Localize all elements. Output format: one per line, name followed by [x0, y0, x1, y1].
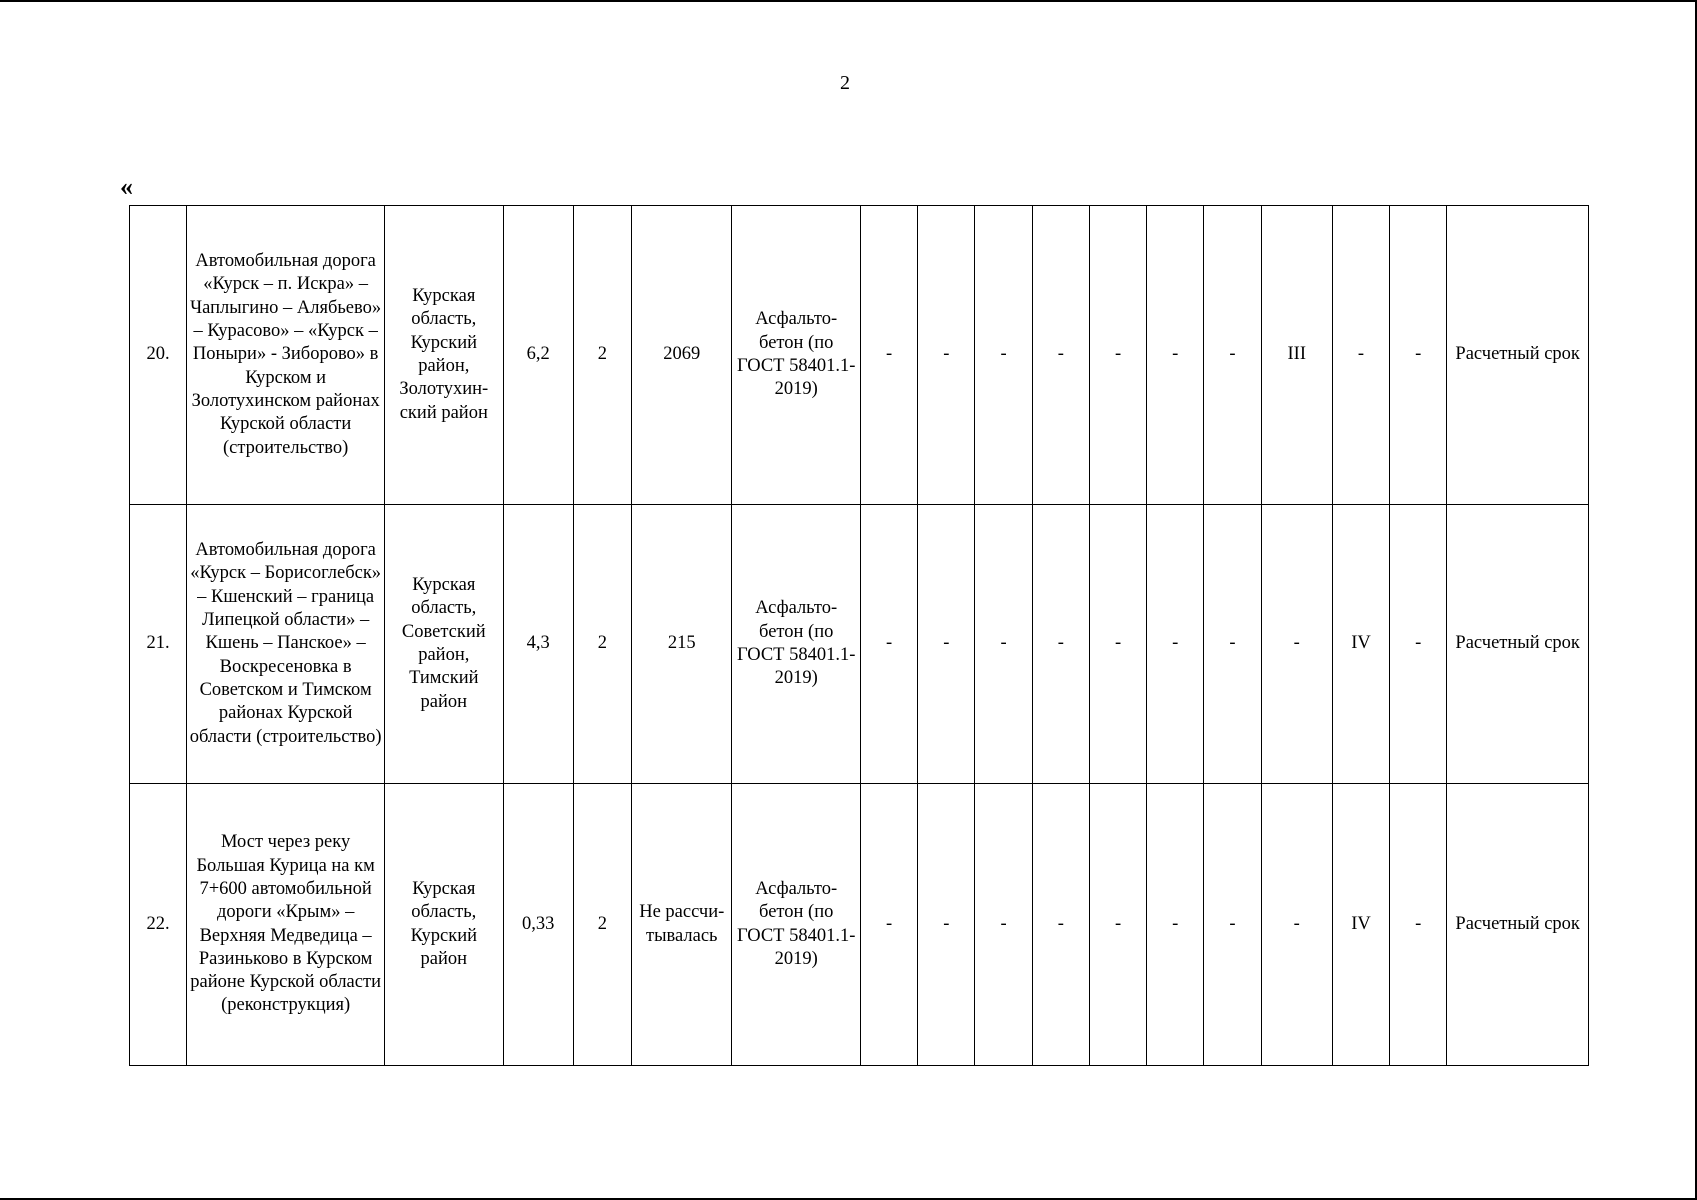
category-cell: -: [1204, 784, 1261, 1066]
category-cell: III: [1261, 206, 1332, 505]
category-cell: -: [860, 206, 917, 505]
category-cell: -: [1390, 206, 1447, 505]
category-cell: -: [1332, 206, 1389, 505]
category-cell: -: [975, 784, 1032, 1066]
page-number: 2: [840, 72, 850, 94]
traffic-intensity: Не рассчи-тывалась: [632, 784, 732, 1066]
implementation-term: Расчетный срок: [1447, 784, 1589, 1066]
object-location: Курская область, Советский район, Тимский район: [385, 505, 503, 784]
traffic-intensity: 215: [632, 505, 732, 784]
category-cell: -: [918, 505, 975, 784]
category-cell: -: [1032, 784, 1089, 1066]
table-row: [130, 206, 1589, 505]
category-cell: -: [1089, 784, 1146, 1066]
lane-count: 2: [573, 505, 631, 784]
category-cell: -: [918, 206, 975, 505]
object-name: Автомобильная дорога «Курск – Борисоглебск» – Кшенский – граница Липецкой области» – Кшень – Панское» – Воскресеновка в Советском и Тимском районах Курской области (строительство): [187, 505, 385, 784]
table-row: [130, 505, 1589, 784]
implementation-term: Расчетный срок: [1447, 206, 1589, 505]
surface-type: Асфальто-бетон (по ГОСТ 58401.1-2019): [732, 206, 861, 505]
length-km: 4,3: [503, 505, 573, 784]
category-cell: -: [1147, 784, 1204, 1066]
traffic-intensity: 2069: [632, 206, 732, 505]
surface-type: Асфальто-бетон (по ГОСТ 58401.1-2019): [732, 784, 861, 1066]
category-cell: IV: [1332, 784, 1389, 1066]
category-cell: -: [1032, 206, 1089, 505]
surface-type: Асфальто-бетон (по ГОСТ 58401.1-2019): [732, 505, 861, 784]
object-name: Автомобильная дорога «Курск – п. Искра» – Чаплыгино – Алябьево» – Курасово» – «Курск – Поныри» - Зиборово» в Курском и Золотухинском районах Курской области (строительство): [187, 206, 385, 505]
category-cell: -: [1261, 505, 1332, 784]
length-km: 0,33: [503, 784, 573, 1066]
object-name: Мост через реку Большая Курица на км 7+600 автомобильной дороги «Крым» – Верхняя Медведица – Разиньково в Курском районе Курской области (реконструкция): [187, 784, 385, 1066]
category-cell: -: [860, 784, 917, 1066]
category-cell: -: [1390, 784, 1447, 1066]
category-cell: -: [1032, 505, 1089, 784]
category-cell: -: [918, 784, 975, 1066]
row-number: 22.: [130, 784, 187, 1066]
category-cell: -: [975, 206, 1032, 505]
page-border-top: [0, 0, 1697, 2]
category-cell: -: [1390, 505, 1447, 784]
row-number: 21.: [130, 505, 187, 784]
table-row: [130, 784, 1589, 1066]
category-cell: -: [1089, 505, 1146, 784]
object-location: Курская область, Курский район: [385, 784, 503, 1066]
category-cell: IV: [1332, 505, 1389, 784]
opening-quote: «: [120, 172, 133, 201]
category-cell: -: [1147, 505, 1204, 784]
lane-count: 2: [573, 784, 631, 1066]
category-cell: -: [1261, 784, 1332, 1066]
category-cell: -: [1147, 206, 1204, 505]
category-cell: -: [1204, 505, 1261, 784]
category-cell: -: [1089, 206, 1146, 505]
lane-count: 2: [573, 206, 631, 505]
roads-table: [129, 205, 1589, 1066]
object-location: Курская область, Курский район, Золотухин-ский район: [385, 206, 503, 505]
category-cell: -: [1204, 206, 1261, 505]
category-cell: -: [860, 505, 917, 784]
row-number: 20.: [130, 206, 187, 505]
length-km: 6,2: [503, 206, 573, 505]
category-cell: -: [975, 505, 1032, 784]
implementation-term: Расчетный срок: [1447, 505, 1589, 784]
